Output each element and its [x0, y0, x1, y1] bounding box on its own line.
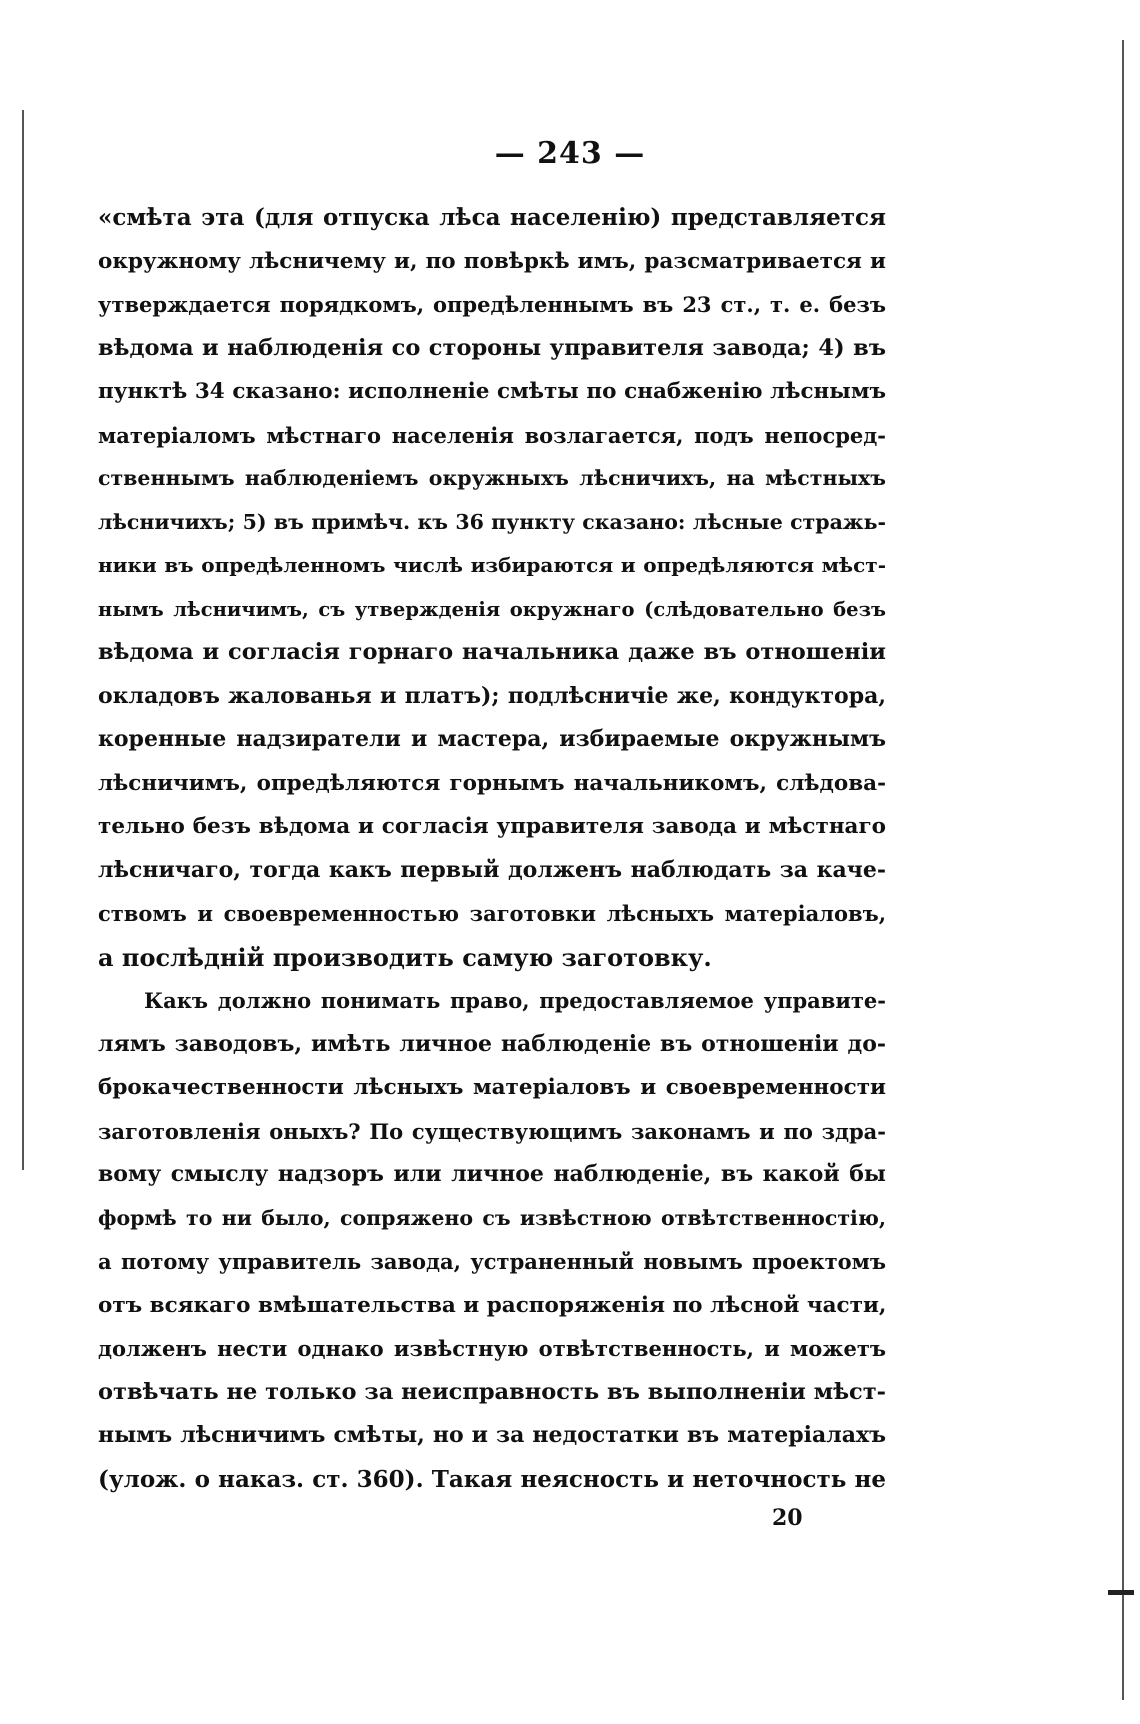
- edge-mark: [1108, 1590, 1134, 1595]
- text-line: лямъ заводовъ, имѣть личное наблюденіе въ отношеніи до-: [98, 1030, 886, 1057]
- text-line: лѣсничихъ; 5) въ примѣч. къ 36 пункту сказано: лѣсные стражь-: [98, 509, 886, 534]
- text-line: а послѣдній производить самую заготовку.: [98, 942, 712, 972]
- text-line: «смѣта эта (для отпуска лѣса населенію) представляется: [98, 204, 886, 231]
- margin-line-right: [1122, 40, 1124, 1700]
- text-line: долженъ нести однако извѣстную отвѣтственность, и можетъ: [98, 1336, 886, 1361]
- text-line: матеріаломъ мѣстнаго населенія возлагается, подъ непосред-: [98, 422, 886, 448]
- text-line: нымъ лѣсничимъ, съ утвержденія окружнаго (слѣдовательно безъ: [98, 597, 886, 621]
- text-line: вѣдома и наблюденія со стороны управителя завода; 4) въ: [98, 334, 886, 361]
- paragraph-start-line: Какъ должно понимать право, предоставляемое управите-: [144, 988, 886, 1013]
- text-line: ственнымъ наблюденіемъ окружныхъ лѣсничихъ, на мѣстныхъ: [98, 466, 886, 490]
- text-line: ники въ опредѣленномъ числѣ избираются и опредѣляются мѣст-: [98, 553, 886, 577]
- text-line: отъ всякаго вмѣшательства и распоряженія по лѣсной части,: [98, 1292, 887, 1318]
- text-line: ствомъ и своевременностью заготовки лѣсныхъ матеріаловъ,: [98, 901, 886, 926]
- body-text: [98, 196, 886, 1501]
- text-line: отвѣчать не только за неисправность въ выполненіи мѣст-: [98, 1378, 886, 1405]
- text-line: тельно безъ вѣдома и согласія управителя завода и мѣстнаго: [98, 814, 886, 839]
- text-line: нымъ лѣсничимъ смѣты, но и за недостатки въ матеріалахъ: [98, 1422, 886, 1448]
- text-line: пунктѣ 34 сказано: исполненіе смѣты по снабженію лѣснымъ: [98, 379, 886, 404]
- text-line: брокачественности лѣсныхъ матеріаловъ и своевременности: [98, 1075, 886, 1100]
- text-line: лѣсничаго, тогда какъ первый долженъ наблюдать за каче-: [98, 856, 886, 883]
- text-line: коренные надзиратели и мастера, избираемые окружнымъ: [98, 726, 886, 752]
- text-line: утверждается порядкомъ, опредѣленнымъ въ 23 ст., т. е. безъ: [98, 292, 886, 317]
- signature-mark: 20: [772, 1505, 803, 1531]
- margin-line-left: [22, 110, 24, 1170]
- text-line: лѣсничимъ, опредѣляются горнымъ начальникомъ, слѣдова-: [98, 770, 886, 796]
- text-line: заготовленія оныхъ? По существующимъ законамъ и по здра-: [98, 1118, 886, 1144]
- text-line: а потому управитель завода, устраненный новымъ проектомъ: [98, 1249, 886, 1274]
- text-line: (улож. о наказ. ст. 360). Такая неясность и неточность не: [98, 1465, 886, 1493]
- page-number: — 243 —: [494, 136, 646, 171]
- text-line: окладовъ жалованья и платъ); подлѣсничіе же, кондуктора,: [98, 682, 886, 709]
- text-line: формѣ то ни было, сопряжено съ извѣстною отвѣтственностію,: [98, 1205, 886, 1230]
- text-line: вому смыслу надзоръ или личное наблюденіе, въ какой бы: [98, 1161, 886, 1187]
- text-line: окружному лѣсничему и, по повѣркѣ имъ, разсматривается и: [98, 248, 886, 274]
- text-line: вѣдома и согласія горнаго начальника даже въ отношеніи: [98, 639, 886, 665]
